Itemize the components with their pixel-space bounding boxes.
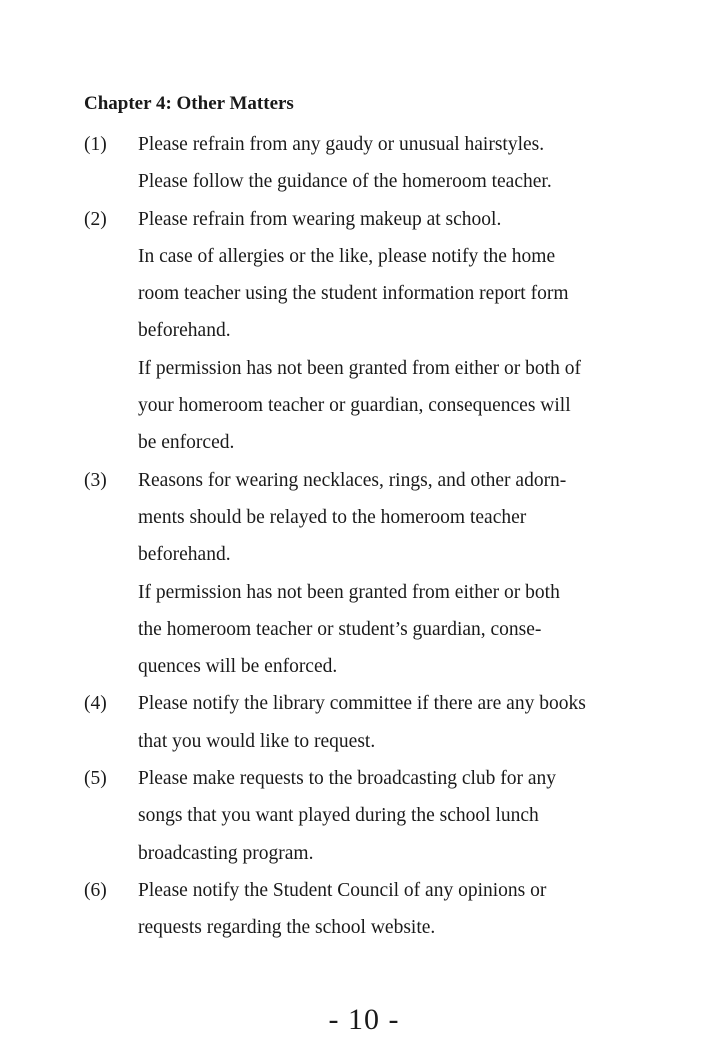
rule-item-2 — [84, 201, 664, 462]
rule-text-line: Please follow the guidance of the homeroom teacher. — [138, 171, 552, 193]
rule-text-line: Please notify the Student Council of any opinions or — [138, 879, 547, 901]
rule-item-1 — [84, 126, 664, 201]
rule-text-line: Reasons for wearing necklaces, rings, and other adorn- — [138, 469, 567, 491]
rule-number: (2) — [84, 208, 107, 230]
rule-text-line: that you would like to request. — [138, 730, 376, 752]
rule-item-5 — [84, 760, 664, 872]
rule-text-line: the homeroom teacher or student’s guardian, conse- — [138, 618, 542, 640]
page-number: - 10 - — [328, 1003, 400, 1036]
rule-list — [84, 126, 664, 947]
rule-text-line: If permission has not been granted from either or both — [138, 581, 560, 603]
rule-text-line: songs that you want played during the school lunch — [138, 805, 539, 827]
rule-number: (4) — [84, 693, 107, 715]
rule-text-line: your homeroom teacher or guardian, consequences will — [138, 395, 571, 417]
rule-item-6 — [84, 872, 664, 947]
rule-item-4 — [84, 685, 664, 760]
rule-text-line: If permission has not been granted from either or both of — [138, 357, 581, 379]
rule-number: (6) — [84, 879, 107, 901]
rule-text-line: ments should be relayed to the homeroom teacher — [138, 506, 527, 528]
rule-text-line: Please refrain from wearing makeup at school. — [138, 208, 502, 230]
rule-text-line: quences will be enforced. — [138, 656, 338, 678]
rule-text-line: Please make requests to the broadcasting club for any — [138, 768, 557, 790]
rule-item-3 — [84, 462, 664, 686]
rule-text-line: beforehand. — [138, 320, 231, 342]
rule-text-line: Please notify the library committee if there are any books — [138, 693, 586, 715]
rule-text-line: beforehand. — [138, 544, 231, 566]
rule-number: (5) — [84, 768, 107, 790]
rule-text-line: Please refrain from any gaudy or unusual hairstyles. — [138, 134, 545, 155]
rule-text-line: be enforced. — [138, 432, 235, 454]
rule-text-line: room teacher using the student information report form — [138, 283, 569, 305]
chapter-title: Chapter 4: Other Matters — [84, 93, 294, 114]
rule-text-line: broadcasting program. — [138, 842, 314, 864]
rule-text-line: In case of allergies or the like, please notify the home — [138, 245, 556, 267]
rule-number: (3) — [84, 469, 107, 491]
rule-number: (1) — [84, 134, 107, 155]
rule-text-line: requests regarding the school website. — [138, 917, 436, 939]
